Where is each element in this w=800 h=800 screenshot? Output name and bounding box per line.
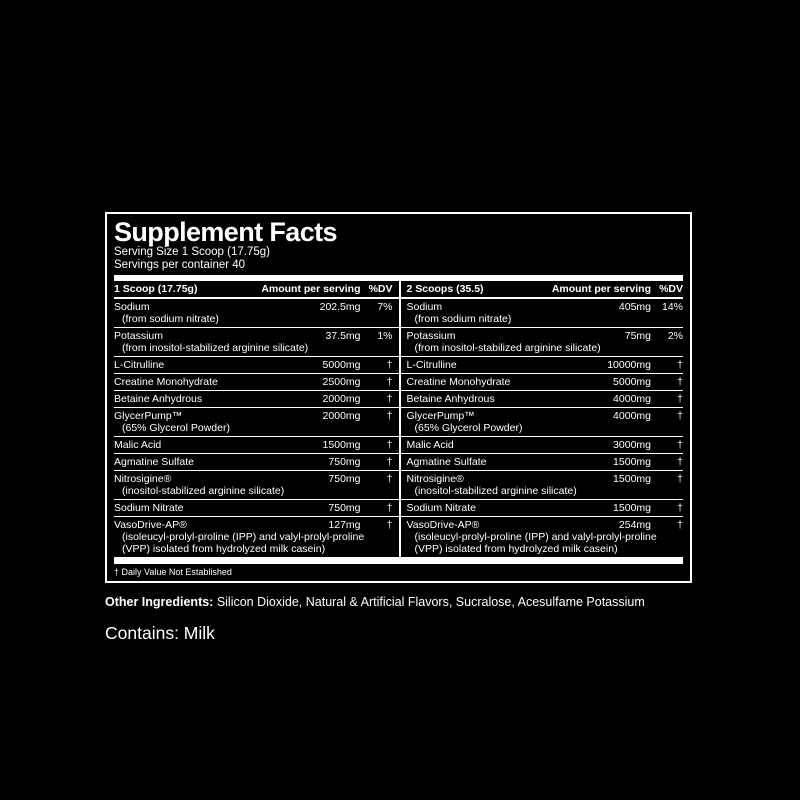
nutrient-amount: 2500mg — [322, 376, 361, 388]
nutrient-sub: (from sodium nitrate) — [122, 313, 219, 325]
facts-cell-right — [399, 517, 684, 557]
nutrient-dv: † — [677, 376, 683, 388]
servings-per-container: Servings per container 40 — [114, 259, 246, 271]
table-row — [114, 516, 683, 557]
nutrient-sub: (from inositol-stabilized arginine silicate) — [414, 342, 601, 354]
nutrient-amount: 4000mg — [613, 393, 651, 405]
nutrient-dv: 1% — [377, 330, 393, 342]
facts-cell-left — [114, 357, 399, 373]
nutrient-sub: (from inositol-stabilized arginine silicate) — [122, 342, 309, 354]
facts-cell-left — [114, 408, 399, 436]
nutrient-dv: † — [386, 410, 393, 422]
nutrient-name: Malic Acid — [114, 439, 162, 451]
facts-cell-right — [399, 500, 684, 516]
nutrient-name: GlycerPump™ — [406, 410, 475, 422]
nutrient-sub: (65% Glycerol Powder) — [414, 422, 523, 434]
nutrient-amount: 37.5mg — [325, 330, 361, 342]
nutrient-name: Betaine Anhydrous — [406, 393, 495, 405]
nutrient-name: Sodium Nitrate — [114, 502, 184, 514]
column-header-dv: %DV — [368, 283, 393, 295]
nutrient-amount: 10000mg — [607, 359, 651, 371]
facts-cell-right — [399, 408, 684, 436]
nutrient-name: Potassium — [406, 330, 456, 342]
nutrient-sub: (from sodium nitrate) — [414, 313, 512, 325]
nutrient-dv: † — [677, 519, 683, 531]
nutrient-amount: 2000mg — [322, 393, 361, 405]
other-ingredients-label: Other Ingredients: — [105, 595, 214, 609]
table-row — [114, 499, 683, 516]
column-header-dv: %DV — [659, 283, 683, 295]
nutrient-amount: 4000mg — [613, 410, 651, 422]
nutrient-sub: (isoleucyl-prolyl-proline (IPP) and valyl-prolyl-proline (VPP) isolated from hydrolyzed milk casein) — [414, 531, 657, 555]
nutrient-name: VasoDrive-AP® — [406, 519, 480, 531]
nutrient-dv: † — [677, 410, 683, 422]
nutrient-amount: 127mg — [328, 519, 361, 531]
nutrient-name: Agmatine Sulfate — [406, 456, 487, 468]
nutrient-name: VasoDrive-AP® — [114, 519, 187, 531]
nutrient-dv: † — [386, 456, 393, 468]
nutrient-dv: † — [677, 393, 683, 405]
table-row — [114, 453, 683, 470]
facts-cell-right — [399, 328, 684, 356]
nutrient-sub: (isoleucyl-prolyl-proline (IPP) and valyl-prolyl-proline (VPP) isolated from hydrolyzed milk casein) — [122, 531, 365, 555]
facts-cell-right — [399, 471, 684, 499]
nutrient-sub: (inositol-stabilized arginine silicate) — [414, 485, 577, 497]
nutrient-name: Creatine Monohydrate — [406, 376, 511, 388]
nutrient-dv: † — [677, 502, 683, 514]
nutrient-dv: 14% — [661, 301, 683, 313]
nutrient-dv: † — [677, 359, 683, 371]
column-header-serving: 1 Scoop (17.75g) — [114, 283, 198, 295]
nutrient-dv: † — [386, 393, 393, 405]
nutrient-amount: 5000mg — [322, 359, 361, 371]
nutrient-amount: 75mg — [624, 330, 651, 342]
nutrient-sub: (65% Glycerol Powder) — [122, 422, 230, 434]
nutrient-name: Sodium — [114, 301, 150, 313]
contains-statement: Contains: Milk — [105, 623, 215, 643]
thick-divider-bottom — [114, 557, 683, 564]
facts-cell-left — [114, 391, 399, 407]
nutrient-amount: 1500mg — [613, 456, 651, 468]
table-row — [114, 299, 683, 327]
nutrient-amount: 750mg — [328, 502, 361, 514]
nutrient-dv: 7% — [377, 301, 393, 313]
nutrient-amount: 254mg — [618, 519, 651, 531]
table-row — [114, 407, 683, 436]
nutrient-name: GlycerPump™ — [114, 410, 183, 422]
nutrient-dv: † — [386, 439, 393, 451]
panel-title: Supplement Facts — [114, 217, 337, 247]
nutrient-name: Creatine Monohydrate — [114, 376, 218, 388]
nutrient-name: Betaine Anhydrous — [114, 393, 203, 405]
facts-cell-right — [399, 374, 684, 390]
other-ingredients — [105, 595, 692, 610]
nutrient-name: Nitrosigine® — [406, 473, 464, 485]
nutrient-dv: † — [386, 519, 393, 531]
facts-cell-left — [114, 374, 399, 390]
nutrient-name: L-Citrulline — [406, 359, 457, 371]
table-row — [114, 390, 683, 407]
column-header-amount: Amount per serving — [261, 283, 361, 295]
facts-cell-left — [114, 471, 399, 499]
nutrient-amount: 750mg — [328, 456, 361, 468]
nutrient-amount: 1500mg — [613, 502, 651, 514]
table-row — [114, 470, 683, 499]
nutrient-dv: † — [386, 502, 393, 514]
daily-value-footnote: † Daily Value Not Established — [114, 567, 232, 577]
nutrient-dv: † — [386, 473, 393, 485]
nutrient-name: L-Citrulline — [114, 359, 165, 371]
nutrient-dv: † — [386, 359, 393, 371]
column-header-amount: Amount per serving — [551, 283, 651, 295]
nutrient-dv: † — [386, 376, 393, 388]
nutrient-dv: † — [677, 473, 683, 485]
nutrient-amount: 5000mg — [613, 376, 651, 388]
facts-cell-left — [114, 517, 399, 557]
nutrient-name: Potassium — [114, 330, 164, 342]
facts-cell-left — [114, 500, 399, 516]
other-ingredients-text: Silicon Dioxide, Natural & Artificial Flavors, Sucralose, Acesulfame Potassium — [213, 595, 645, 609]
nutrient-amount: 2000mg — [322, 410, 361, 422]
table-row — [114, 373, 683, 390]
nutrient-amount: 750mg — [328, 473, 361, 485]
facts-cell-right — [399, 454, 684, 470]
header-cell-right — [399, 281, 684, 297]
facts-cell-right — [399, 299, 684, 327]
nutrient-name: Nitrosigine® — [114, 473, 172, 485]
supplement-facts-panel — [105, 212, 692, 583]
label-area — [105, 212, 692, 643]
facts-cell-left — [114, 328, 399, 356]
facts-cell-right — [399, 391, 684, 407]
nutrient-name: Agmatine Sulfate — [114, 456, 194, 468]
facts-table — [114, 281, 683, 557]
facts-cell-right — [399, 437, 684, 453]
column-header-serving: 2 Scoops (35.5) — [406, 283, 484, 295]
nutrient-name: Malic Acid — [406, 439, 454, 451]
facts-header-row — [114, 281, 683, 299]
nutrient-amount: 202.5mg — [319, 301, 361, 313]
nutrient-amount: 3000mg — [613, 439, 651, 451]
nutrient-name: Sodium Nitrate — [406, 502, 476, 514]
nutrient-sub: (inositol-stabilized arginine silicate) — [122, 485, 285, 497]
nutrient-name: Sodium — [406, 301, 443, 313]
nutrient-amount: 1500mg — [613, 473, 651, 485]
table-row — [114, 436, 683, 453]
nutrient-dv: † — [677, 456, 683, 468]
nutrient-dv: † — [677, 439, 683, 451]
facts-cell-left — [114, 454, 399, 470]
table-row — [114, 327, 683, 356]
nutrient-dv: 2% — [667, 330, 683, 342]
facts-cell-left — [114, 299, 399, 327]
nutrient-amount: 405mg — [618, 301, 651, 313]
table-row — [114, 356, 683, 373]
serving-size: Serving Size 1 Scoop (17.75g) — [114, 246, 270, 258]
facts-cell-right — [399, 357, 684, 373]
nutrient-amount: 1500mg — [322, 439, 361, 451]
header-cell-left — [114, 281, 399, 297]
facts-cell-left — [114, 437, 399, 453]
